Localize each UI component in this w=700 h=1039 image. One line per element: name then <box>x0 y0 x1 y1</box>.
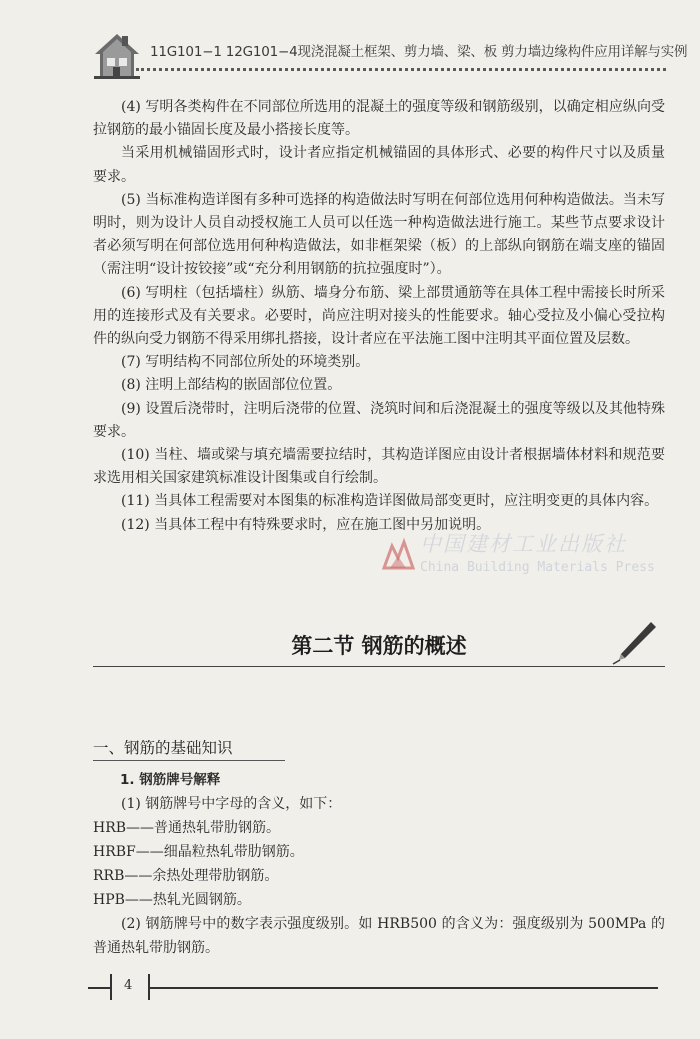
page-number: 4 <box>124 978 133 993</box>
header-title: 11G101−1 12G101−4现浇混凝土框架、剪力墙、梁、板 剪力墙边缘构件应用详解与实例 <box>150 44 688 60</box>
paragraph: (9) 设置后浇带时，注明后浇带的位置、浇筑时间和后浇混凝土的强度等级以及其他特殊要求。 <box>93 400 665 440</box>
list-item: RRB——余热处理带肋钢筋。 <box>93 868 279 884</box>
body-text-2 <box>93 768 665 960</box>
paragraph: (5) 当标准构造详图有多种可选择的构造做法时写明在何部位选用何种构造做法。当未写明时，则为设计人员自动授权施工人员可以任选一种构造做法进行施工。某些节点要求设计者必须写明在何部位选用何种构造做法，如非框架梁（板）的上部纵向钢筋在端支座的锚固（需注明“设计按铰接”或“充分利用钢筋的抗拉强度时”）。 <box>93 191 665 278</box>
footer-rule <box>88 987 110 989</box>
item-heading: 1. 钢筋牌号解释 <box>120 772 221 788</box>
paragraph: (2) 钢筋牌号中的数字表示强度级别。如 HRB500 的含义为：强度级别为 500MPa 的普通热轧带肋钢筋。 <box>93 916 665 956</box>
paragraph: (7) 写明结构不同部位所处的环境类别。 <box>121 354 370 371</box>
section-title: 第二节 钢筋的概述 <box>291 634 467 658</box>
section-heading <box>93 620 665 670</box>
subsection-title: 一、钢筋的基础知识 <box>93 739 233 757</box>
list-item: HPB——热轧光圆钢筋。 <box>93 892 251 908</box>
paragraph: (11) 当具体工程需要对本图集的标准构造详图做局部变更时，应注明变更的具体内容。 <box>121 493 659 510</box>
publisher-logo-icon <box>380 536 416 570</box>
paragraph: (1) 钢筋牌号中字母的含义，如下： <box>121 796 342 812</box>
paragraph: (4) 写明各类构件在不同部位所选用的混凝土的强度等级和钢筋级别，以确定相应纵向受拉钢筋的最小锚固长度及最小搭接长度等。 <box>93 99 665 139</box>
footer-rule <box>110 974 112 1000</box>
page-header <box>0 0 700 90</box>
house-icon <box>92 32 142 82</box>
paragraph: (6) 写明柱（包括墙柱）纵筋、墙身分布筋、梁上部贯通筋等在具体工程中需接长时所采用的连接形式及有关要求。必要时，尚应注明对接头的性能要求。轴心受拉及小偏心受拉构件的纵向受力钢筋不得采用绑扎搭接，设计者应在平法施工图中注明其平面位置及层数。 <box>93 284 665 348</box>
paragraph: 当采用机械锚固形式时，设计者应指定机械锚固的具体形式、必要的构件尺寸以及质量要求。 <box>93 145 665 185</box>
header-rule <box>136 68 666 71</box>
paragraph: (8) 注明上部结构的嵌固部位位置。 <box>121 377 342 394</box>
body-text <box>93 96 665 537</box>
footer-rule <box>148 987 658 989</box>
watermark-english: China Building Materials Press <box>420 560 655 575</box>
paragraph: (10) 当柱、墙或梁与填充墙需要拉结时，其构造详图应由设计者根据墙体材料和规范要求选用相关国家建筑标准设计图集或自行绘制。 <box>93 447 665 487</box>
list-item: HRBF——细晶粒热轧带肋钢筋。 <box>93 844 304 860</box>
page-footer <box>88 972 668 1002</box>
section-rule <box>93 666 665 667</box>
paragraph: (12) 当具体工程中有特殊要求时，应在施工图中另加说明。 <box>121 516 491 533</box>
watermark-chinese: 中国建材工业出版社 <box>420 532 627 556</box>
pen-icon <box>611 620 657 666</box>
publisher-watermark <box>380 528 655 588</box>
subsection-rule <box>93 760 285 761</box>
list-item: HRB——普通热轧带肋钢筋。 <box>93 820 281 836</box>
